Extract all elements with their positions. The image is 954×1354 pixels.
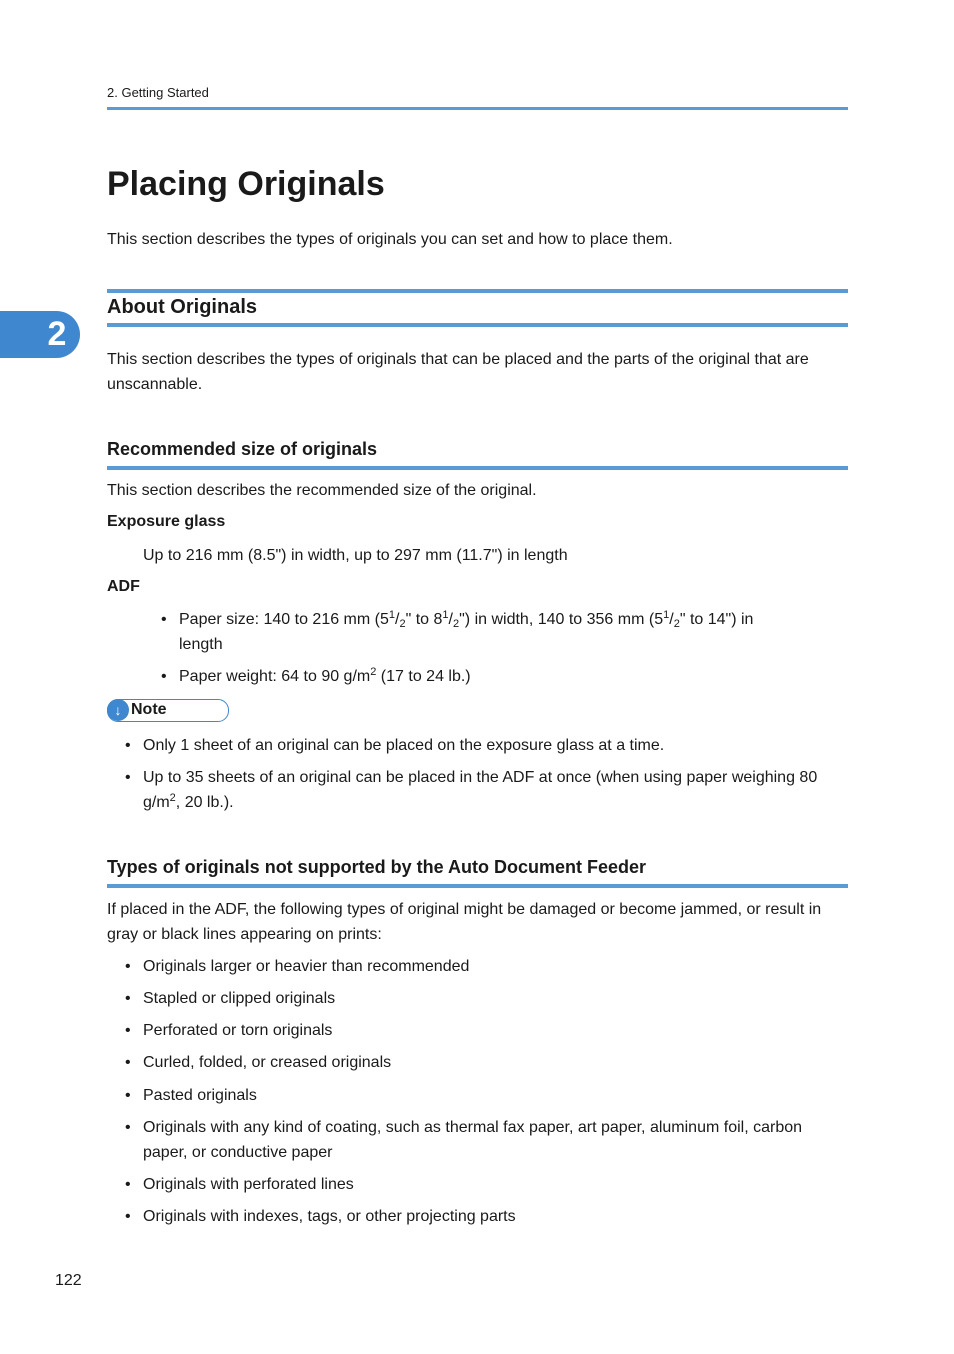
about-text: This section describes the types of originals that can be placed and the parts of the original that are unscannable. xyxy=(107,351,809,393)
page-title: Placing Originals xyxy=(107,165,385,203)
list-item: • Paper weight: 64 to 90 $g/m^2$ (17 to 24 lb.) xyxy=(179,664,829,689)
list-item: • Originals larger or heavier than recommended xyxy=(143,954,833,979)
list-item: • Originals with any kind of coating, such as thermal fax paper, art paper, aluminum foil, carbon paper, or conductive paper xyxy=(143,1115,833,1165)
bullet-dot: • xyxy=(125,1087,131,1104)
subsection-rule xyxy=(107,884,848,888)
term-exposure-glass: Exposure glass xyxy=(107,513,226,530)
list-item: • Curled, folded, or creased originals xyxy=(143,1050,833,1075)
section-rule-bottom xyxy=(107,323,848,327)
bullet-dot: • xyxy=(125,958,131,975)
list-item: • Originals with perforated lines xyxy=(143,1172,833,1197)
list-item: • Perforated or torn originals xyxy=(143,1018,833,1043)
subsection-heading-recommended: Recommended size of originals xyxy=(107,439,378,459)
exposure-glass-desc: Up to 216 mm (8.5") in width, up to 297 mm (11.7") in length xyxy=(143,547,568,564)
term-adf: ADF xyxy=(107,578,140,595)
bullet-dot: • xyxy=(125,1054,131,1071)
header-rule xyxy=(107,107,848,110)
list-item: • Originals with indexes, tags, or other projecting parts xyxy=(143,1204,833,1229)
intro-text: This section describes the types of originals you can set and how to place them. xyxy=(107,231,673,248)
list-item: • Up to 35 sheets of an original can be placed in the ADF at once (when using paper weighing 80 $g/m^2$, 20 lb.). xyxy=(143,765,843,815)
bullet-dot: • xyxy=(125,990,131,1007)
chapter-number: 2 xyxy=(47,315,67,353)
bullet-dot: • xyxy=(161,668,167,685)
bullet-dot: • xyxy=(125,1176,131,1193)
recommended-text: This section describes the recommended size of the original. xyxy=(107,482,537,499)
page-number: 122 xyxy=(55,1272,82,1289)
unsupported-text: If placed in the ADF, the following types of original might be damaged or become jammed, or result in gray or black lines appearing on prints: xyxy=(107,901,822,943)
bullet-dot: • xyxy=(125,769,131,786)
note-label: Note xyxy=(131,701,167,718)
section-heading-about: About Originals xyxy=(107,296,257,318)
bullet-dot: • xyxy=(125,1208,131,1225)
list-item: • Only 1 sheet of an original can be placed on the exposure glass at a time. xyxy=(143,733,843,758)
list-item: • Paper size: 140 to 216 mm ($5^1/_2$" to $8^1/_2$") in width, 140 to 356 mm ($5^1/_2$" to 14") in length xyxy=(161,609,754,653)
subsection-rule xyxy=(107,466,848,470)
bullet-dot: • xyxy=(161,611,167,628)
breadcrumb: 2. Getting Started xyxy=(107,85,209,100)
bullet-dot: • xyxy=(125,1022,131,1039)
list-item: • Pasted originals xyxy=(143,1083,833,1108)
section-rule-top xyxy=(107,289,848,293)
bullet-dot: • xyxy=(125,1119,131,1136)
bullet-dot: • xyxy=(125,737,131,754)
subsection-heading-unsupported: Types of originals not supported by the Auto Document Feeder xyxy=(107,857,647,877)
list-item: • Stapled or clipped originals xyxy=(143,986,833,1011)
arrow-down-icon: ↓ xyxy=(107,699,129,721)
